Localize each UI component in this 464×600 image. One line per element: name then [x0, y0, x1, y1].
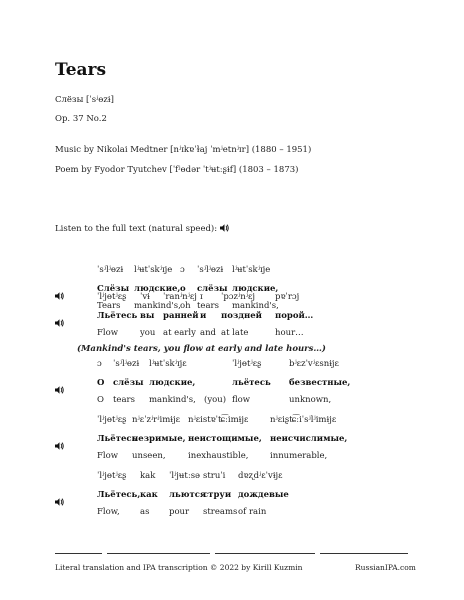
footer-divider — [107, 553, 210, 554]
footer-site: RussianIPA.com — [355, 563, 416, 572]
ipa-word: ˈranʲnʲɛj — [163, 292, 197, 302]
ipa-word: ˈsʲlʲɵzɨ — [197, 265, 224, 275]
russian-word: Слёзы — [97, 284, 130, 294]
ipa-word: nʲɛˈzʲrʲimɨjɛ — [132, 415, 181, 425]
translation-word: of rain — [238, 507, 267, 517]
listen-label: Listen to the full text (natural speed): — [55, 224, 218, 234]
translation-word: O — [97, 395, 104, 405]
ipa-word: struˈi — [203, 471, 226, 481]
ipa-word: ˈvɨ — [140, 292, 150, 302]
translation-word: you — [140, 328, 156, 338]
translation-word: mankind's, — [149, 395, 196, 405]
translation-word: mankind's, — [232, 301, 279, 311]
russian-word: струи — [203, 490, 232, 500]
ipa-word: pɐˈrɔj — [275, 292, 300, 302]
ipa-word: bʲɛzˈvʲɛsnɨjɛ — [289, 359, 339, 369]
translation-word: streams — [203, 507, 238, 517]
russian-word: людские, — [134, 284, 181, 294]
translation-word: oh — [180, 301, 191, 311]
translation-word: Flow — [97, 451, 119, 461]
russian-word: О — [97, 378, 105, 388]
translation-word: tears — [197, 301, 219, 311]
speaker-icon[interactable] — [220, 224, 229, 232]
page-title: Tears — [55, 60, 107, 80]
russian-word: о — [180, 284, 186, 294]
ipa-word: ˈpɔzʲnʲɛj — [221, 292, 256, 302]
translation-word: Flow, — [97, 507, 120, 517]
russian-word: льются — [169, 490, 207, 500]
russian-word: слёзы — [113, 378, 144, 388]
russian-word: Льётесь — [97, 311, 138, 321]
translation-word: unknown, — [289, 395, 332, 405]
ipa-word: lʲʉtˈskʲɪje — [232, 265, 271, 275]
translation-word: inexhaustible, — [188, 451, 249, 461]
russian-word: людские, — [149, 378, 196, 388]
translation-word: pour — [169, 507, 190, 517]
ipa-word: ˈlʲjɵtʲɛʂ — [97, 471, 127, 481]
russian-word: порой… — [275, 311, 314, 321]
ipa-word: ˈlʲjʉtːsə — [169, 471, 201, 481]
opus-number: Op. 37 No.2 — [55, 114, 107, 124]
translation-word: at late — [221, 328, 249, 338]
russian-word: дождевые — [238, 490, 289, 500]
ipa-word: dɐʐdʲɛˈvɨjɛ — [238, 471, 283, 481]
play-line-speaker-icon[interactable] — [55, 284, 64, 303]
russian-word: слёзы — [197, 284, 228, 294]
russian-word: Льётесь — [97, 434, 138, 444]
translation-word: (you) — [204, 395, 227, 405]
poem-credit: Poem by Fyodor Tyutchev [ˈfʲɵdər ˈtʲʉtːʂɨf] (1803 – 1873) — [55, 165, 299, 175]
ipa-word: kak — [140, 471, 156, 481]
translation-word: at early — [163, 328, 196, 338]
russian-word: ранней — [163, 311, 199, 321]
russian-word: и — [200, 311, 207, 321]
translation-word: as — [140, 507, 150, 517]
ipa-word: nʲɛiʂʨ͡ːiˈsʲlʲimɨjɛ — [270, 415, 337, 425]
translation-word: and — [200, 328, 216, 338]
russian-word: вы — [140, 311, 155, 321]
translation-word: unseen, — [132, 451, 166, 461]
russian-word: льётесь — [232, 378, 271, 388]
song-subtitle: Слёзы [ˈsʲɵzɨ] — [55, 95, 114, 105]
ipa-word: nʲɛistɐˈʨ͡ːimɨjɛ — [188, 415, 249, 425]
listen-line — [55, 224, 229, 234]
russian-word: неистощимые, — [188, 434, 262, 444]
translation-word: hour… — [275, 328, 304, 338]
ipa-word: ˈlʲjɵtʲɛʂ — [97, 292, 127, 302]
footer-divider — [55, 553, 102, 554]
footer-divider — [320, 553, 408, 554]
russian-word: поздней — [221, 311, 262, 321]
russian-word: безвестные, — [289, 378, 351, 388]
ipa-word: ˈsʲlʲɵzɨ — [113, 359, 140, 369]
translation-word: Tears — [97, 301, 121, 311]
ipa-word: ɔ — [180, 265, 185, 275]
ipa-word: lʲʉtˈskʲɪje — [134, 265, 173, 275]
play-line-speaker-icon[interactable] — [55, 490, 64, 509]
translation-word: mankind's, — [134, 301, 181, 311]
ipa-word: ˈlʲjɵtʲɛʂ — [97, 415, 127, 425]
russian-word: как — [140, 490, 158, 500]
play-line-speaker-icon[interactable] — [55, 434, 64, 453]
play-line-speaker-icon[interactable] — [55, 311, 64, 330]
translation-word: flow — [232, 395, 251, 405]
translation-word: tears — [113, 395, 135, 405]
translation-word: Flow — [97, 328, 119, 338]
play-line-speaker-icon[interactable] — [55, 378, 64, 397]
music-credit: Music by Nikolai Medtner [nʲɪkɐˈɫaj ˈmʲetnʲɪr] (1880 – 1951) — [55, 145, 312, 155]
ipa-word: ɔ — [97, 359, 102, 369]
russian-word: неисчислимые, — [270, 434, 348, 444]
ipa-word: lʲʉtˈskʲɪjɛ — [149, 359, 187, 369]
russian-word: Льётесь, — [97, 490, 141, 500]
ipa-word: ˈlʲjɵtʲɛʂ — [232, 359, 262, 369]
russian-word: людские, — [232, 284, 279, 294]
russian-word: незримые, — [132, 434, 186, 444]
footer-copyright: Literal translation and IPA transcription © 2022 by Kirill Kuzmin — [55, 563, 303, 572]
ipa-word: ɪ — [200, 292, 203, 302]
translation-word: innumerable, — [270, 451, 328, 461]
ipa-word: ˈsʲlʲɵzɨ — [97, 265, 124, 275]
stanza-translation-note: (Mankind's tears, you flow at early and late hours…) — [77, 344, 326, 354]
footer-divider — [215, 553, 315, 554]
